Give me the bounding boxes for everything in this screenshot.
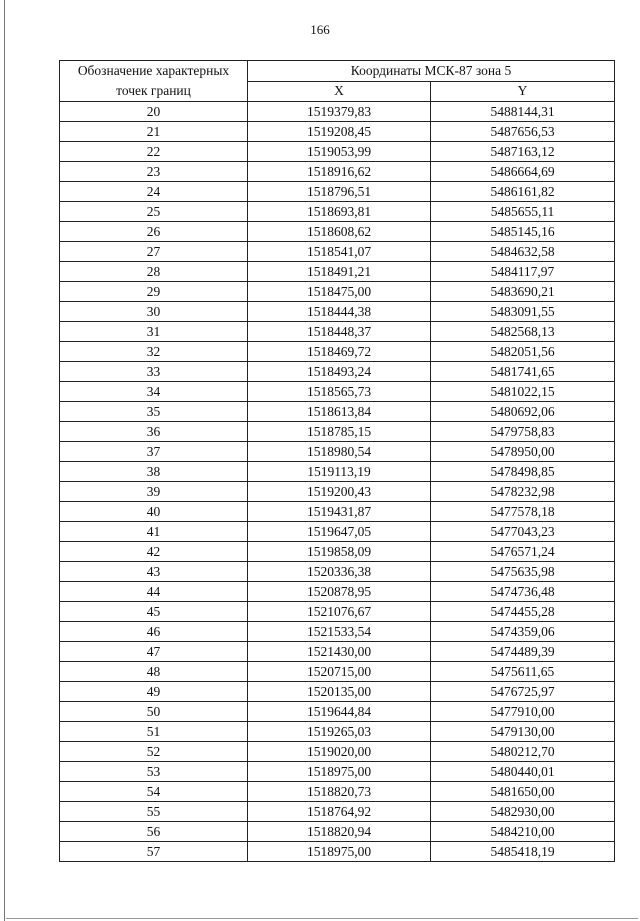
table-row <box>60 262 615 282</box>
point-cell: 38 <box>60 462 248 482</box>
table-row <box>60 542 615 562</box>
x-cell: 1519208,45 <box>248 122 431 142</box>
x-cell: 1520715,00 <box>248 662 431 682</box>
y-cell: 5487163,12 <box>431 142 615 162</box>
table-row <box>60 362 615 382</box>
y-cell: 5476571,24 <box>431 542 615 562</box>
point-cell: 48 <box>60 662 248 682</box>
y-cell: 5484632,58 <box>431 242 615 262</box>
x-cell: 1518693,81 <box>248 202 431 222</box>
y-cell: 5479758,83 <box>431 422 615 442</box>
table-row <box>60 582 615 602</box>
y-cell: 5481741,65 <box>431 362 615 382</box>
point-cell: 40 <box>60 502 248 522</box>
x-cell: 1519200,43 <box>248 482 431 502</box>
point-cell: 24 <box>60 182 248 202</box>
table-row <box>60 622 615 642</box>
table-row <box>60 802 615 822</box>
point-cell: 56 <box>60 822 248 842</box>
x-cell: 1518491,21 <box>248 262 431 282</box>
coordinates-table <box>59 60 615 862</box>
table-row <box>60 282 615 302</box>
y-cell: 5477910,00 <box>431 702 615 722</box>
point-cell: 32 <box>60 342 248 362</box>
y-cell: 5485655,11 <box>431 202 615 222</box>
table-row <box>60 602 615 622</box>
point-cell: 31 <box>60 322 248 342</box>
table-body <box>60 102 615 862</box>
y-cell: 5480692,06 <box>431 402 615 422</box>
x-cell: 1518448,37 <box>248 322 431 342</box>
table-row <box>60 342 615 362</box>
x-cell: 1520878,95 <box>248 582 431 602</box>
point-cell: 39 <box>60 482 248 502</box>
table-row <box>60 142 615 162</box>
table-row <box>60 642 615 662</box>
point-cell: 45 <box>60 602 248 622</box>
point-cell: 44 <box>60 582 248 602</box>
y-cell: 5484117,97 <box>431 262 615 282</box>
header-row-top <box>60 61 615 82</box>
x-cell: 1519020,00 <box>248 742 431 762</box>
point-cell: 46 <box>60 622 248 642</box>
x-cell: 1518608,62 <box>248 222 431 242</box>
header-y: Y <box>431 81 615 102</box>
y-cell: 5481650,00 <box>431 782 615 802</box>
table-row <box>60 202 615 222</box>
point-cell: 23 <box>60 162 248 182</box>
x-cell: 1518469,72 <box>248 342 431 362</box>
x-cell: 1518975,00 <box>248 762 431 782</box>
x-cell: 1520336,38 <box>248 562 431 582</box>
y-cell: 5480440,01 <box>431 762 615 782</box>
table-row <box>60 662 615 682</box>
x-cell: 1518916,62 <box>248 162 431 182</box>
table-row <box>60 842 615 862</box>
x-cell: 1520135,00 <box>248 682 431 702</box>
point-cell: 35 <box>60 402 248 422</box>
header-designation-line2: точек границ <box>116 83 191 98</box>
y-cell: 5479130,00 <box>431 722 615 742</box>
point-cell: 57 <box>60 842 248 862</box>
point-cell: 47 <box>60 642 248 662</box>
y-cell: 5485418,19 <box>431 842 615 862</box>
x-cell: 1521533,54 <box>248 622 431 642</box>
table-row <box>60 702 615 722</box>
y-cell: 5478232,98 <box>431 482 615 502</box>
y-cell: 5478498,85 <box>431 462 615 482</box>
table-row <box>60 222 615 242</box>
point-cell: 41 <box>60 522 248 542</box>
y-cell: 5475611,65 <box>431 662 615 682</box>
y-cell: 5480212,70 <box>431 742 615 762</box>
point-cell: 34 <box>60 382 248 402</box>
x-cell: 1518785,15 <box>248 422 431 442</box>
table-row <box>60 682 615 702</box>
point-cell: 25 <box>60 202 248 222</box>
y-cell: 5478950,00 <box>431 442 615 462</box>
point-cell: 42 <box>60 542 248 562</box>
point-cell: 52 <box>60 742 248 762</box>
x-cell: 1518796,51 <box>248 182 431 202</box>
point-cell: 20 <box>60 102 248 122</box>
y-cell: 5477578,18 <box>431 502 615 522</box>
point-cell: 33 <box>60 362 248 382</box>
x-cell: 1518565,73 <box>248 382 431 402</box>
table-row <box>60 782 615 802</box>
table-row <box>60 382 615 402</box>
point-cell: 54 <box>60 782 248 802</box>
y-cell: 5486664,69 <box>431 162 615 182</box>
header-designation-line1: Обозначение характерных <box>77 63 230 78</box>
y-cell: 5486161,82 <box>431 182 615 202</box>
x-cell: 1519858,09 <box>248 542 431 562</box>
table-row <box>60 322 615 342</box>
point-cell: 28 <box>60 262 248 282</box>
table-row <box>60 182 615 202</box>
table-row <box>60 522 615 542</box>
x-cell: 1519647,05 <box>248 522 431 542</box>
table-row <box>60 442 615 462</box>
x-cell: 1519113,19 <box>248 462 431 482</box>
x-cell: 1518980,54 <box>248 442 431 462</box>
point-cell: 51 <box>60 722 248 742</box>
table-row <box>60 122 615 142</box>
y-cell: 5474736,48 <box>431 582 615 602</box>
header-x: X <box>248 81 431 102</box>
table-row <box>60 822 615 842</box>
point-cell: 49 <box>60 682 248 702</box>
point-cell: 29 <box>60 282 248 302</box>
table-row <box>60 742 615 762</box>
scan-bottom-line <box>6 918 638 919</box>
point-cell: 22 <box>60 142 248 162</box>
y-cell: 5482051,56 <box>431 342 615 362</box>
y-cell: 5487656,53 <box>431 122 615 142</box>
table-row <box>60 102 615 122</box>
point-cell: 21 <box>60 122 248 142</box>
point-cell: 30 <box>60 302 248 322</box>
x-cell: 1519431,87 <box>248 502 431 522</box>
x-cell: 1518764,92 <box>248 802 431 822</box>
x-cell: 1519644,84 <box>248 702 431 722</box>
x-cell: 1518541,07 <box>248 242 431 262</box>
page-number: 166 <box>310 22 330 37</box>
y-cell: 5485145,16 <box>431 222 615 242</box>
x-cell: 1519053,99 <box>248 142 431 162</box>
y-cell: 5482930,00 <box>431 802 615 822</box>
table-row <box>60 162 615 182</box>
header-point-designation <box>60 61 248 102</box>
point-cell: 53 <box>60 762 248 782</box>
y-cell: 5477043,23 <box>431 522 615 542</box>
x-cell: 1521430,00 <box>248 642 431 662</box>
table-row <box>60 242 615 262</box>
x-cell: 1521076,67 <box>248 602 431 622</box>
point-cell: 36 <box>60 422 248 442</box>
table-row <box>60 722 615 742</box>
y-cell: 5474359,06 <box>431 622 615 642</box>
point-cell: 55 <box>60 802 248 822</box>
x-cell: 1518613,84 <box>248 402 431 422</box>
x-cell: 1518475,00 <box>248 282 431 302</box>
table-row <box>60 762 615 782</box>
x-cell: 1518820,73 <box>248 782 431 802</box>
scan-edge-line <box>4 0 5 921</box>
y-cell: 5483690,21 <box>431 282 615 302</box>
point-cell: 50 <box>60 702 248 722</box>
point-cell: 27 <box>60 242 248 262</box>
y-cell: 5483091,55 <box>431 302 615 322</box>
y-cell: 5474489,39 <box>431 642 615 662</box>
x-cell: 1518493,24 <box>248 362 431 382</box>
table-row <box>60 402 615 422</box>
table-row <box>60 502 615 522</box>
y-cell: 5482568,13 <box>431 322 615 342</box>
y-cell: 5481022,15 <box>431 382 615 402</box>
table-header <box>60 61 615 102</box>
y-cell: 5488144,31 <box>431 102 615 122</box>
header-coordinates: Координаты МСК-87 зона 5 <box>248 61 615 82</box>
x-cell: 1518975,00 <box>248 842 431 862</box>
point-cell: 37 <box>60 442 248 462</box>
y-cell: 5484210,00 <box>431 822 615 842</box>
table-row <box>60 462 615 482</box>
y-cell: 5476725,97 <box>431 682 615 702</box>
point-cell: 43 <box>60 562 248 582</box>
x-cell: 1519265,03 <box>248 722 431 742</box>
x-cell: 1519379,83 <box>248 102 431 122</box>
x-cell: 1518444,38 <box>248 302 431 322</box>
table-row <box>60 302 615 322</box>
table-row <box>60 562 615 582</box>
y-cell: 5474455,28 <box>431 602 615 622</box>
table-row <box>60 422 615 442</box>
x-cell: 1518820,94 <box>248 822 431 842</box>
table-row <box>60 482 615 502</box>
y-cell: 5475635,98 <box>431 562 615 582</box>
point-cell: 26 <box>60 222 248 242</box>
